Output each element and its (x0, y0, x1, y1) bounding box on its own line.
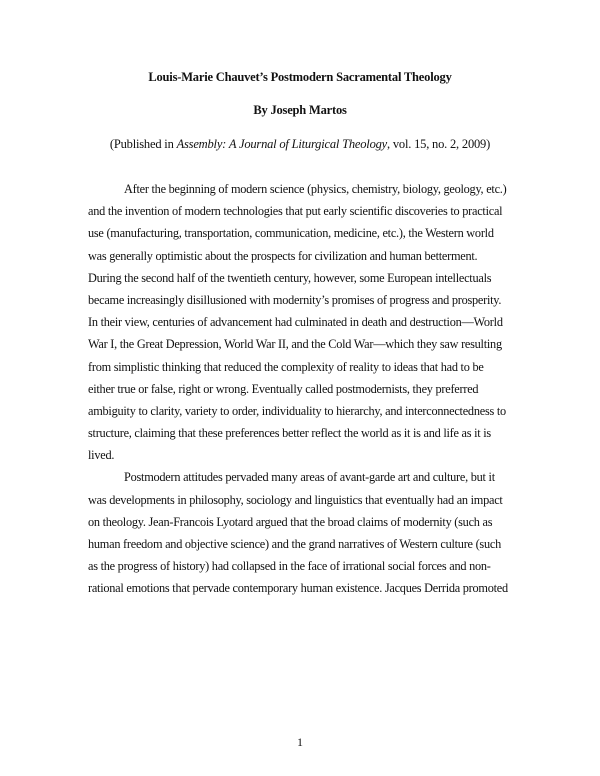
paragraph-line: on theology. Jean-Francois Lyotard argued that the broad claims of modernity (such as (88, 514, 493, 529)
paragraph-line: use (manufacturing, transportation, communication, medicine, etc.), the Western world (88, 226, 494, 241)
paragraph-line: rational emotions that pervade contemporary human existence. Jacques Derrida promoted (88, 581, 508, 596)
paragraph-line: During the second half of the twentieth century, however, some European intellectuals (88, 270, 492, 285)
paragraph-line: was developments in philosophy, sociology and linguistics that eventually had an impact (88, 492, 503, 507)
paragraph-line: human freedom and objective science) and the grand narratives of Western culture (such (88, 537, 501, 551)
paragraph-line: as the progress of history) had collapsed in the face of irrational social forces and non- (88, 559, 491, 574)
paragraph-line: War I, the Great Depression, World War II, and the Cold War—which they saw resulting (88, 337, 502, 352)
paragraph-line: In their view, centuries of advancement had culminated in death and destruction—World (88, 315, 503, 330)
paragraph-line: and the invention of modern technologies that put early scientific discoveries to practical (88, 204, 503, 219)
paragraph-line: structure, claiming that these preferences better reflect the world as it is and life as it is (88, 426, 491, 441)
paragraph-line: was generally optimistic about the prospects for civilization and human betterment. (88, 248, 478, 263)
paragraph-line: either true or false, right or wrong. Eventually called postmodernists, they preferred (88, 381, 479, 396)
paragraph-line: from simplistic thinking that reduced the complexity of reality to ideas that had to be (88, 359, 484, 374)
body-text (88, 178, 518, 600)
publication-note (0, 136, 600, 152)
publication-prefix: (Published in (109, 137, 177, 151)
paragraph-line: lived. (88, 448, 115, 463)
paragraph-line: Postmodern attitudes pervaded many areas of avant-garde art and culture, but it (124, 470, 495, 485)
document-title: Louis-Marie Chauvet’s Postmodern Sacramental Theology (148, 70, 452, 84)
journal-name: Assembly: A Journal of Liturgical Theology (176, 137, 388, 151)
paragraph-line: became increasingly disillusioned with modernity’s promises of progress and prosperity. (88, 292, 502, 307)
paragraph-line: ambiguity to clarity, variety to order, individuality to hierarchy, and interconnectedness to (88, 403, 506, 418)
document-author: By Joseph Martos (253, 103, 347, 117)
page-number: 1 (297, 735, 303, 749)
paragraph-line: After the beginning of modern science (physics, chemistry, biology, geology, etc.) (124, 182, 507, 196)
publication-suffix: , vol. 15, no. 2, 2009) (387, 137, 491, 151)
